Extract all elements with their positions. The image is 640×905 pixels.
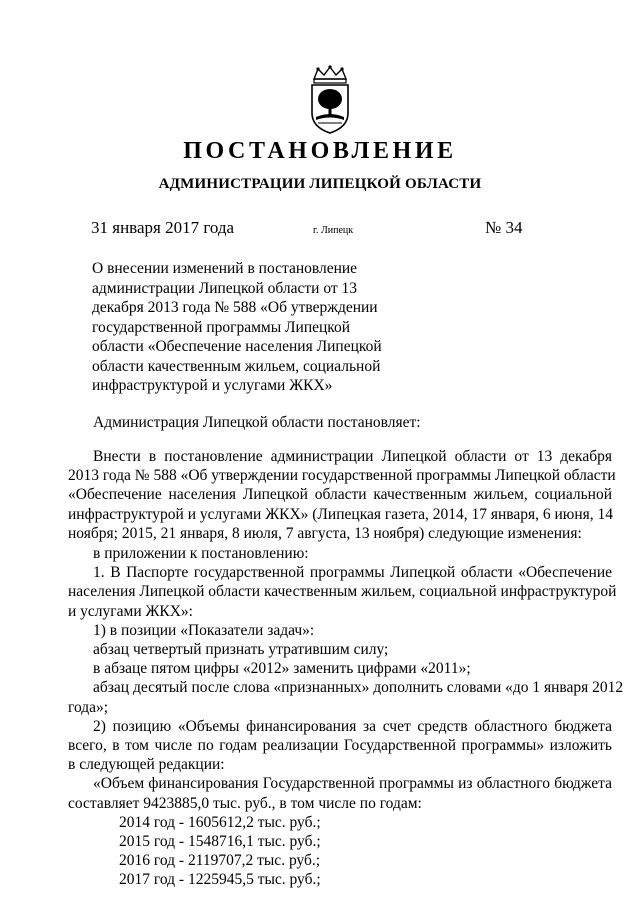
document-subject [92, 259, 412, 396]
item1-2-line: всего, в том числе по годам реализации Государственной программы» изложить [68, 737, 612, 755]
para-a-line: абзац четвертый признать утратившим силу; [93, 641, 389, 659]
item1-2-line: в следующей редакции: [68, 756, 225, 774]
page-title: ПОСТАНОВЛЕНИЕ [183, 138, 457, 164]
subject-line: О внесении изменений в постановление [92, 260, 358, 277]
item1-line: и услугами ЖКХ»: [68, 602, 193, 620]
para-c-line: абзац десятый после слова «признанных» дополнить словами «до 1 января 2012 [93, 679, 624, 697]
item1-line: 1. В Паспорте государственной программы Липецкой области «Обеспечение [93, 564, 612, 582]
subject-line: государственной программы Липецкой [92, 318, 351, 336]
subject-line: области «Обеспечение населения Липецкой [92, 338, 382, 355]
paragraph-line: 2013 года № 588 «Об утверждении государственной программы Липецкой области [68, 467, 616, 485]
preamble [68, 413, 612, 432]
document-city: г. Липецк [313, 225, 354, 236]
year-line: 2015 год - 1548716,1 тыс. руб.; [119, 833, 321, 851]
subject-line: администрации Липецкой области от 13 [92, 279, 358, 297]
item1-1-line: 1) в позиции «Показатели задач»: [93, 621, 315, 639]
paragraph-line: Внести в постановление администрации Липецкой области от 13 декабря [93, 448, 612, 465]
paragraph-line: инфраструктурой и услугами ЖКХ» (Липецкая газета, 2014, 17 января, 6 июня, 14 [68, 505, 614, 523]
year-line: 2017 год - 1225945,5 тыс. руб.; [119, 871, 321, 889]
year-line: 2014 год - 1605612,2 тыс. руб.; [119, 813, 321, 831]
subject-line: области качественным жильем, социальной [92, 357, 381, 375]
main-paragraph [68, 447, 616, 543]
document-date: 31 января 2017 года [91, 218, 235, 237]
appendix-line: в приложении к постановлению: [93, 545, 309, 562]
amendments-list [68, 544, 624, 890]
para-c-line: года»; [68, 698, 109, 716]
paragraph-line: ноября; 2015, 21 января, 8 июля, 7 августа, 13 ноября) следующие изменения: [68, 524, 582, 542]
paragraph-line: «Обеспечение населения Липецкой области качественным жильем, социальной [68, 486, 612, 504]
subject-line: декабря 2013 года № 588 «Об утверждении [92, 299, 378, 316]
item1-line: населения Липецкой области качественным жильем, социальной инфраструктурой [68, 583, 617, 601]
coat-of-arms-icon [300, 65, 360, 137]
subject-line: инфраструктурой и услугами ЖКХ» [92, 377, 333, 394]
year-line: 2016 год - 2119707,2 тыс. руб.; [119, 852, 321, 870]
document-number: № 34 [485, 218, 523, 237]
item1-2-line: 2) позицию «Объемы финансирования за счет средств областного бюджета [93, 717, 612, 735]
preamble-text: Администрация Липецкой области постановляет: [93, 414, 421, 431]
para-b-line: в абзаце пятом цифры «2012» заменить цифрами «2011»; [93, 660, 471, 678]
quote-line: составляет 9423885,0 тыс. руб., в том числе по годам: [68, 794, 422, 812]
quote-line: «Объем финансирования Государственной программы из областного бюджета [93, 775, 612, 793]
page-subtitle: АДМИНИСТРАЦИИ ЛИПЕЦКОЙ ОБЛАСТИ [158, 176, 482, 192]
